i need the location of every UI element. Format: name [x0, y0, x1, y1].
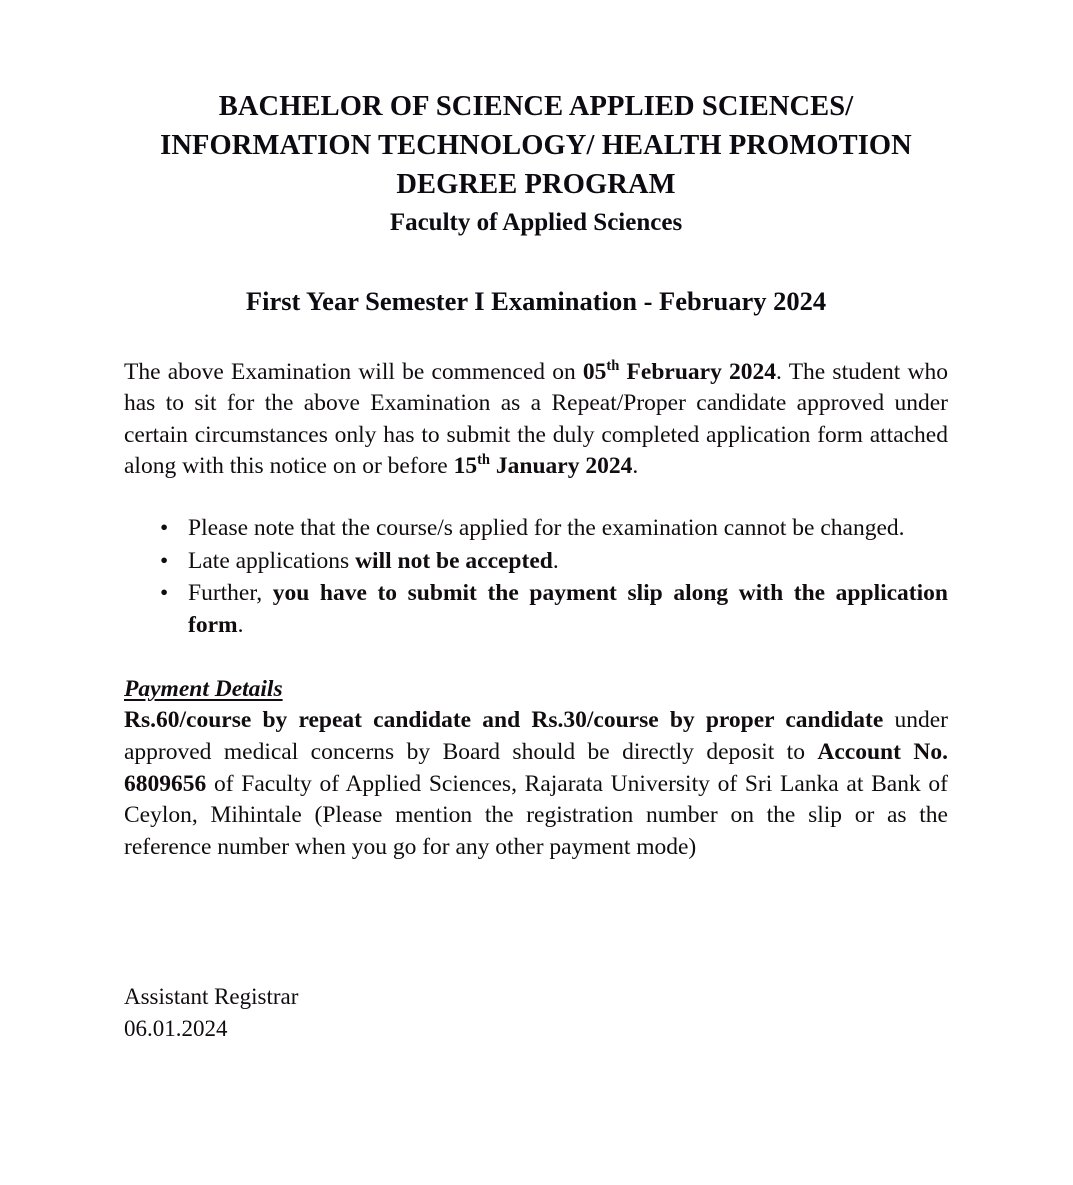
payment-mid-text: under approved medical concerns by Board should be directly deposit to [124, 707, 948, 766]
title-line-1: BACHELOR OF SCIENCE APPLIED SCIENCES/ [218, 91, 854, 122]
exam-start-month-year: February 2024 [619, 358, 777, 385]
deadline-day: 15 [453, 453, 478, 480]
payment-paragraph [124, 705, 948, 863]
notes-list [124, 513, 948, 641]
bullet-icon: • [160, 515, 169, 542]
note-text-plain: Please note that the course/s applied for the examination cannot be changed. [188, 515, 905, 542]
deadline-month-year: January 2024 [490, 453, 633, 480]
list-item [160, 513, 948, 545]
document-body [124, 88, 948, 1045]
intro-text-2: . The student who has to sit for the above Examination as a Repeat/Proper candidate approved under certain circumstances only has to submit the duly completed application form attached along with this notice on or before [124, 358, 948, 480]
exam-start-day-suffix: th [606, 357, 620, 374]
faculty-subtitle: Faculty of Applied Sciences [389, 209, 683, 237]
signature-date: 06.01.2024 [124, 1016, 228, 1042]
bullet-icon: • [160, 580, 169, 607]
payment-tail-text: of Faculty of Applied Sciences, Rajarata University of Sri Lanka at Bank of Ceylon, Mihintale (Please mention the registration number on the slip or as the reference number when you go for any other payment mode) [124, 770, 948, 860]
exam-heading: First Year Semester I Examination - February 2024 [245, 286, 827, 317]
bullet-icon: • [160, 547, 169, 574]
page-title [124, 88, 948, 204]
intro-paragraph [124, 357, 948, 483]
list-item [160, 578, 948, 641]
signature-block [124, 981, 948, 1044]
bank-account-number: Account No. 6809656 [124, 739, 948, 797]
note-text-plain: Further, [188, 580, 273, 607]
exam-start-day: 05 [582, 358, 607, 385]
note-text-bold: will not be accepted [355, 547, 553, 574]
note-text-tail: . [552, 547, 559, 574]
deadline-day-suffix: th [477, 452, 491, 469]
payment-details-heading: Payment Details [124, 676, 283, 703]
title-line-3: DEGREE PROGRAM [396, 168, 676, 200]
note-text-plain: Late applications [188, 547, 356, 574]
signatory-role: Assistant Registrar [124, 984, 299, 1010]
payment-heading-wrap [124, 642, 948, 703]
intro-text-3: . [632, 453, 639, 480]
payment-fee-text: Rs.60/course by repeat candidate and Rs.30/course by proper candidate [124, 707, 884, 734]
title-line-2: INFORMATION TECHNOLOGY/ HEALTH PROMOTION [160, 129, 912, 161]
submission-deadline [454, 453, 633, 479]
list-item [160, 546, 948, 578]
exam-start-date [583, 359, 776, 385]
note-text-tail: . [237, 611, 244, 638]
note-text-bold: you have to submit the payment slip along with the application form [188, 580, 948, 638]
intro-text-1: The above Examination will be commenced on [124, 358, 583, 385]
payment-section [124, 642, 948, 863]
